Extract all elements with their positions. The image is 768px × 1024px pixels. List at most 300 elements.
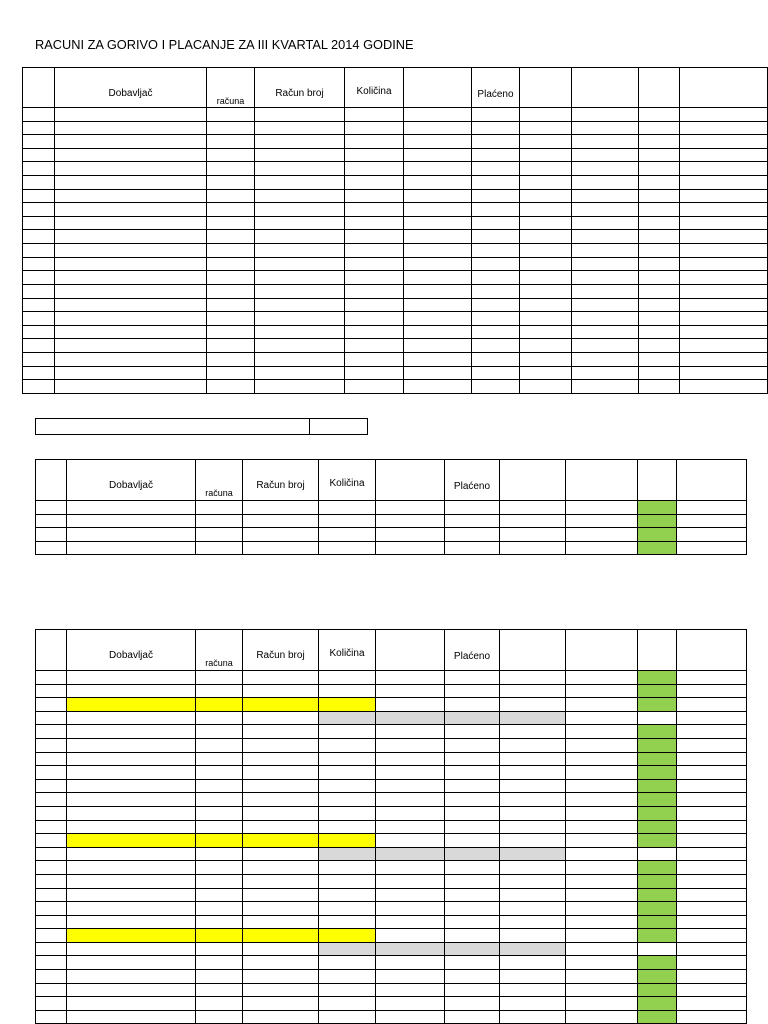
table-cell — [638, 847, 677, 861]
table-cell — [55, 148, 207, 162]
table-cell — [55, 135, 207, 149]
table-cell — [500, 970, 566, 984]
table-cell — [67, 970, 196, 984]
table-cell — [566, 501, 638, 515]
table-cell — [500, 671, 566, 685]
table-cell — [36, 779, 67, 793]
table-cell — [55, 244, 207, 258]
header-blank-d — [677, 460, 747, 501]
table-cell — [520, 284, 572, 298]
table-cell — [207, 339, 255, 353]
table-cell — [255, 352, 345, 366]
invoices-table-3 — [35, 629, 747, 1024]
table-cell — [255, 176, 345, 190]
table-cell — [680, 312, 768, 326]
gray-highlighted-cell — [376, 847, 445, 861]
table-cell — [345, 244, 404, 258]
table-cell — [345, 203, 404, 217]
header-blank-b — [500, 630, 566, 671]
table-cell — [680, 284, 768, 298]
table-row — [23, 189, 768, 203]
table-cell — [319, 514, 376, 528]
table-cell — [572, 203, 639, 217]
table-cell — [404, 257, 472, 271]
header-blank-d — [680, 68, 768, 108]
table-row — [36, 1010, 747, 1024]
table-cell — [255, 135, 345, 149]
table-cell — [445, 929, 500, 943]
table-cell — [376, 997, 445, 1011]
table-cell — [36, 820, 67, 834]
table-row — [23, 162, 768, 176]
table-cell — [243, 983, 319, 997]
table-cell — [207, 135, 255, 149]
table-cell — [319, 501, 376, 515]
table-cell — [376, 834, 445, 848]
table-cell — [196, 902, 243, 916]
table-cell — [345, 339, 404, 353]
table-cell — [677, 698, 747, 712]
table-cell — [680, 339, 768, 353]
table-cell — [36, 861, 67, 875]
table-cell — [243, 779, 319, 793]
table-cell — [207, 325, 255, 339]
table-cell — [196, 528, 243, 542]
table-cell — [680, 148, 768, 162]
table-cell — [196, 847, 243, 861]
table-cell — [500, 820, 566, 834]
table-cell — [207, 271, 255, 285]
table-cell — [566, 820, 638, 834]
table-cell — [23, 176, 55, 190]
table-cell — [345, 216, 404, 230]
table-cell — [520, 216, 572, 230]
table-row — [36, 671, 747, 685]
table-cell — [677, 793, 747, 807]
green-highlighted-cell — [638, 671, 677, 685]
header-supplier — [67, 630, 196, 671]
table-cell — [404, 148, 472, 162]
table-cell — [445, 956, 500, 970]
table-cell — [639, 148, 680, 162]
table-cell — [566, 942, 638, 956]
table-cell — [255, 162, 345, 176]
table-cell — [207, 380, 255, 394]
table-cell — [196, 888, 243, 902]
header-row — [36, 630, 747, 671]
green-highlighted-cell — [638, 698, 677, 712]
table-cell — [500, 983, 566, 997]
table-cell — [445, 983, 500, 997]
table-cell — [500, 806, 566, 820]
table-cell — [67, 942, 196, 956]
table-cell — [319, 684, 376, 698]
table-cell — [55, 108, 207, 122]
table-cell — [404, 189, 472, 203]
quantity-label: Količina — [329, 478, 365, 489]
table-cell — [23, 162, 55, 176]
invoice-label: računa — [205, 658, 233, 668]
table-cell — [243, 915, 319, 929]
table-cell — [680, 298, 768, 312]
table-cell — [445, 698, 500, 712]
green-highlighted-cell — [638, 997, 677, 1011]
table-cell — [36, 725, 67, 739]
table-cell — [207, 121, 255, 135]
table-cell — [376, 779, 445, 793]
table-cell — [255, 189, 345, 203]
table-cell — [207, 216, 255, 230]
table-cell — [196, 671, 243, 685]
table-cell — [55, 162, 207, 176]
header-blank-c — [566, 460, 638, 501]
table-cell — [345, 257, 404, 271]
table-cell — [36, 711, 67, 725]
green-highlighted-cell — [638, 902, 677, 916]
header-invoice-number — [243, 460, 319, 501]
table-cell — [677, 671, 747, 685]
yellow-highlighted-cell — [196, 929, 243, 943]
table-cell — [500, 725, 566, 739]
table-cell — [566, 779, 638, 793]
table-cell — [255, 108, 345, 122]
table-cell — [677, 1010, 747, 1024]
header-row — [23, 68, 768, 108]
yellow-highlighted-cell — [196, 834, 243, 848]
green-highlighted-cell — [638, 684, 677, 698]
table-row — [36, 983, 747, 997]
table-cell — [243, 528, 319, 542]
table-cell — [255, 298, 345, 312]
table-cell — [404, 366, 472, 380]
table-cell — [680, 162, 768, 176]
table-row — [23, 135, 768, 149]
table-cell — [319, 874, 376, 888]
table-cell — [566, 834, 638, 848]
table-cell — [572, 271, 639, 285]
green-highlighted-cell — [638, 915, 677, 929]
table-cell — [639, 176, 680, 190]
table-cell — [345, 230, 404, 244]
table-row — [36, 847, 747, 861]
table-cell — [67, 528, 196, 542]
table-cell — [638, 711, 677, 725]
table-cell — [55, 176, 207, 190]
table-cell — [404, 108, 472, 122]
table-cell — [255, 366, 345, 380]
table-cell — [500, 874, 566, 888]
table-cell — [23, 148, 55, 162]
table-cell — [445, 752, 500, 766]
table-cell — [376, 752, 445, 766]
table-row — [36, 970, 747, 984]
table-row — [23, 257, 768, 271]
table-cell — [639, 298, 680, 312]
invoice-label: računa — [205, 488, 233, 498]
table-cell — [566, 983, 638, 997]
table-cell — [566, 929, 638, 943]
table-cell — [404, 325, 472, 339]
paid-label: Plaćeno — [477, 89, 514, 100]
header-marker — [639, 68, 680, 108]
table-cell — [472, 176, 520, 190]
table-row — [23, 312, 768, 326]
table-cell — [520, 339, 572, 353]
table-cell — [345, 162, 404, 176]
table-cell — [319, 970, 376, 984]
table-row — [36, 698, 747, 712]
table-cell — [639, 189, 680, 203]
header-blank-a — [376, 630, 445, 671]
header-quantity — [319, 460, 376, 501]
table-cell — [319, 766, 376, 780]
table-cell — [55, 216, 207, 230]
table-cell — [196, 501, 243, 515]
table-row — [23, 366, 768, 380]
table-cell — [67, 779, 196, 793]
table-cell — [319, 752, 376, 766]
table-cell — [520, 203, 572, 217]
table-cell — [572, 380, 639, 394]
table-cell — [243, 942, 319, 956]
table-cell — [500, 861, 566, 875]
table-cell — [566, 671, 638, 685]
table-cell — [472, 366, 520, 380]
table-cell — [404, 230, 472, 244]
table-cell — [572, 176, 639, 190]
header-blank-a — [376, 460, 445, 501]
table-cell — [566, 806, 638, 820]
table-cell — [404, 380, 472, 394]
table-cell — [639, 366, 680, 380]
gray-highlighted-cell — [500, 711, 566, 725]
table-row — [36, 942, 747, 956]
table-cell — [207, 162, 255, 176]
table-cell — [680, 135, 768, 149]
table-cell — [376, 861, 445, 875]
table-cell — [445, 779, 500, 793]
table-cell — [566, 711, 638, 725]
table-row — [23, 203, 768, 217]
header-paid — [472, 68, 520, 108]
table-cell — [639, 339, 680, 353]
table-cell — [376, 766, 445, 780]
table-cell — [67, 793, 196, 807]
green-highlighted-cell — [638, 929, 677, 943]
table-row — [23, 244, 768, 258]
table-cell — [319, 861, 376, 875]
table-cell — [376, 738, 445, 752]
table-cell — [207, 352, 255, 366]
table-cell — [500, 766, 566, 780]
table-cell — [67, 752, 196, 766]
table-cell — [345, 176, 404, 190]
table-cell — [680, 203, 768, 217]
table-cell — [345, 189, 404, 203]
supplier-label: Dobavljač — [108, 88, 153, 99]
table-cell — [566, 541, 638, 555]
table-cell — [680, 230, 768, 244]
table-cell — [23, 380, 55, 394]
table-cell — [572, 108, 639, 122]
table-cell — [36, 684, 67, 698]
table-cell — [404, 339, 472, 353]
table-cell — [55, 257, 207, 271]
table-cell — [196, 915, 243, 929]
header-blank-d — [677, 630, 747, 671]
table-row — [36, 793, 747, 807]
table-cell — [572, 148, 639, 162]
table-cell — [376, 1010, 445, 1024]
yellow-highlighted-cell — [319, 698, 376, 712]
table-row — [36, 528, 747, 542]
table-cell — [23, 135, 55, 149]
table-row — [36, 820, 747, 834]
table-cell — [196, 766, 243, 780]
table-cell — [36, 541, 67, 555]
table-cell — [639, 312, 680, 326]
table-cell — [55, 339, 207, 353]
table-cell — [520, 230, 572, 244]
table-cell — [255, 284, 345, 298]
table-cell — [639, 135, 680, 149]
table-cell — [23, 244, 55, 258]
header-blank-c — [572, 68, 639, 108]
table-cell — [680, 189, 768, 203]
table-row — [23, 271, 768, 285]
table-cell — [500, 501, 566, 515]
table-cell — [196, 711, 243, 725]
table-cell — [680, 352, 768, 366]
table-body — [23, 108, 768, 394]
table-cell — [500, 698, 566, 712]
table-cell — [677, 779, 747, 793]
table-cell — [67, 956, 196, 970]
table-cell — [243, 514, 319, 528]
table-cell — [345, 148, 404, 162]
summary-box — [35, 418, 368, 435]
table-cell — [255, 312, 345, 326]
table-cell — [500, 997, 566, 1011]
table-cell — [196, 806, 243, 820]
table-cell — [67, 738, 196, 752]
table-cell — [566, 698, 638, 712]
table-cell — [566, 956, 638, 970]
table-cell — [376, 501, 445, 515]
table-cell — [55, 366, 207, 380]
table-cell — [677, 902, 747, 916]
table-cell — [196, 997, 243, 1011]
table-cell — [207, 189, 255, 203]
table-cell — [445, 834, 500, 848]
table-cell — [445, 528, 500, 542]
green-highlighted-cell — [638, 766, 677, 780]
table-cell — [445, 970, 500, 984]
table-cell — [319, 806, 376, 820]
table-cell — [566, 766, 638, 780]
table-cell — [319, 541, 376, 555]
gray-highlighted-cell — [319, 847, 376, 861]
header-blank-c — [566, 630, 638, 671]
table-cell — [677, 501, 747, 515]
table-cell — [677, 766, 747, 780]
table-cell — [36, 514, 67, 528]
table-cell — [345, 135, 404, 149]
table-cell — [243, 956, 319, 970]
table-row — [23, 176, 768, 190]
table-cell — [207, 203, 255, 217]
header-supplier — [55, 68, 207, 108]
table-cell — [255, 339, 345, 353]
gray-highlighted-cell — [319, 942, 376, 956]
quantity-label: Količina — [329, 648, 365, 659]
table-row — [23, 216, 768, 230]
yellow-highlighted-cell — [67, 834, 196, 848]
table-row — [23, 108, 768, 122]
table-cell — [376, 698, 445, 712]
green-highlighted-cell — [638, 820, 677, 834]
invoice-number-label: Račun broj — [256, 650, 305, 661]
supplier-label: Dobavljač — [109, 480, 153, 491]
header-invoice-number — [243, 630, 319, 671]
table-cell — [196, 956, 243, 970]
table-cell — [36, 956, 67, 970]
table-cell — [566, 752, 638, 766]
green-highlighted-cell — [638, 514, 677, 528]
table-cell — [196, 752, 243, 766]
table-cell — [472, 244, 520, 258]
table-row — [36, 834, 747, 848]
table-cell — [67, 915, 196, 929]
table-cell — [445, 902, 500, 916]
table-row — [36, 725, 747, 739]
table-cell — [680, 271, 768, 285]
green-highlighted-cell — [638, 874, 677, 888]
table-row — [23, 284, 768, 298]
table-cell — [520, 271, 572, 285]
table-cell — [566, 528, 638, 542]
table-row — [36, 766, 747, 780]
table-cell — [36, 983, 67, 997]
table-cell — [677, 847, 747, 861]
table-cell — [196, 1010, 243, 1024]
table-cell — [680, 108, 768, 122]
table-cell — [376, 514, 445, 528]
table-cell — [566, 738, 638, 752]
table-cell — [445, 874, 500, 888]
gray-highlighted-cell — [445, 942, 500, 956]
table-cell — [196, 541, 243, 555]
table-cell — [36, 698, 67, 712]
table-cell — [319, 997, 376, 1011]
table-cell — [445, 1010, 500, 1024]
table-cell — [520, 352, 572, 366]
summary-row — [36, 419, 368, 435]
table-cell — [255, 203, 345, 217]
header-invoice — [196, 460, 243, 501]
table-cell — [207, 244, 255, 258]
header-quantity — [319, 630, 376, 671]
table-cell — [23, 271, 55, 285]
table-cell — [445, 820, 500, 834]
table-cell — [677, 997, 747, 1011]
green-highlighted-cell — [638, 725, 677, 739]
table-cell — [243, 684, 319, 698]
table-cell — [472, 121, 520, 135]
table-cell — [207, 257, 255, 271]
green-highlighted-cell — [638, 956, 677, 970]
table-cell — [36, 834, 67, 848]
